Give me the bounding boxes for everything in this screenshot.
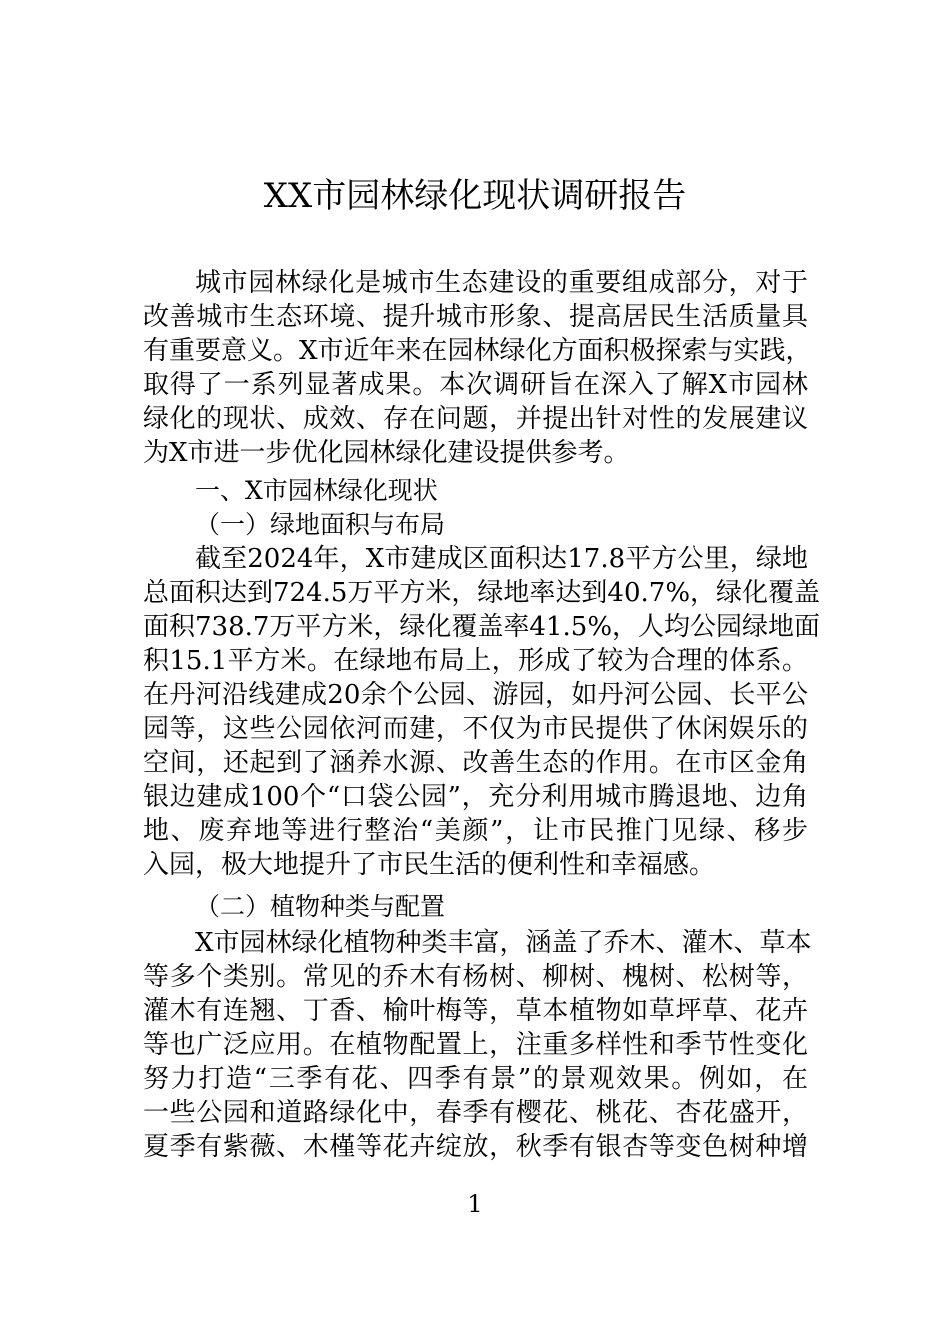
- body-line: 地、废弃地等进行整治“美颜”，让市民推门见绿、移步: [143, 816, 808, 846]
- body-line: 夏季有紫薇、木槿等花卉绽放，秋季有银杏等变色树种增: [143, 1132, 808, 1162]
- intro-line: 改善城市生态环境、提升城市形象、提高居民生活质量具: [143, 302, 808, 332]
- body-line: 在丹河沿线建成20余个公园、游园，如丹河公园、长平公: [143, 680, 808, 710]
- body-line: 面积738.7万平方米，绿化覆盖率41.5%，人均公园绿地面: [143, 612, 821, 642]
- body-line: 园等，这些公园依河而建，不仅为市民提供了休闲娱乐的: [143, 714, 808, 744]
- subsection-heading: （二）植物种类与配置: [195, 892, 446, 921]
- intro-line: 绿化的现状、成效、存在问题，并提出针对性的发展建议: [143, 404, 808, 434]
- body-line: 积15.1平方米。在绿地布局上，形成了较为合理的体系。: [143, 646, 808, 676]
- intro-line: 城市园林绿化是城市生态建设的重要组成部分，对于: [195, 268, 808, 298]
- page-number: 1: [467, 1190, 483, 1218]
- intro-line: 有重要意义。X市近年来在园林绿化方面积极探索与实践，: [143, 336, 812, 366]
- body-line: 入园，极大地提升了市民生活的便利性和幸福感。: [143, 850, 716, 880]
- body-line: 总面积达到724.5万平方米，绿地率达到40.7%，绿化覆盖: [143, 578, 821, 608]
- body-line: 努力打造“三季有花、四季有景”的景观效果。例如，在: [143, 1064, 808, 1094]
- subsection-heading: （一）绿地面积与布局: [195, 510, 446, 539]
- body-line: 空间，还起到了涵养水源、改善生态的作用。在市区金角: [143, 748, 808, 778]
- body-line: 灌木有连翘、丁香、榆叶梅等，草本植物如草坪草、花卉: [143, 996, 808, 1026]
- body-line: X市园林绿化植物种类丰富，涵盖了乔木、灌木、草本: [195, 928, 812, 958]
- body-line: 截至2024年，X市建成区面积达17.8平方公里，绿地: [195, 544, 808, 574]
- document-title: XX市园林绿化现状调研报告: [263, 176, 687, 216]
- intro-line: 为X市进一步优化园林绿化建设提供参考。: [143, 438, 630, 468]
- intro-line: 取得了一系列显著成果。本次调研旨在深入了解X市园林: [143, 370, 808, 400]
- body-line: 等也广泛应用。在植物配置上，注重多样性和季节性变化: [143, 1030, 808, 1060]
- body-line: 等多个类别。常见的乔木有杨树、柳树、槐树、松树等，: [143, 962, 808, 992]
- section-heading: 一、X市园林绿化现状: [195, 476, 438, 505]
- body-line: 银边建成100个“口袋公园”，充分利用城市腾退地、边角: [143, 782, 808, 812]
- body-line: 一些公园和道路绿化中，春季有樱花、桃花、杏花盛开，: [143, 1098, 808, 1128]
